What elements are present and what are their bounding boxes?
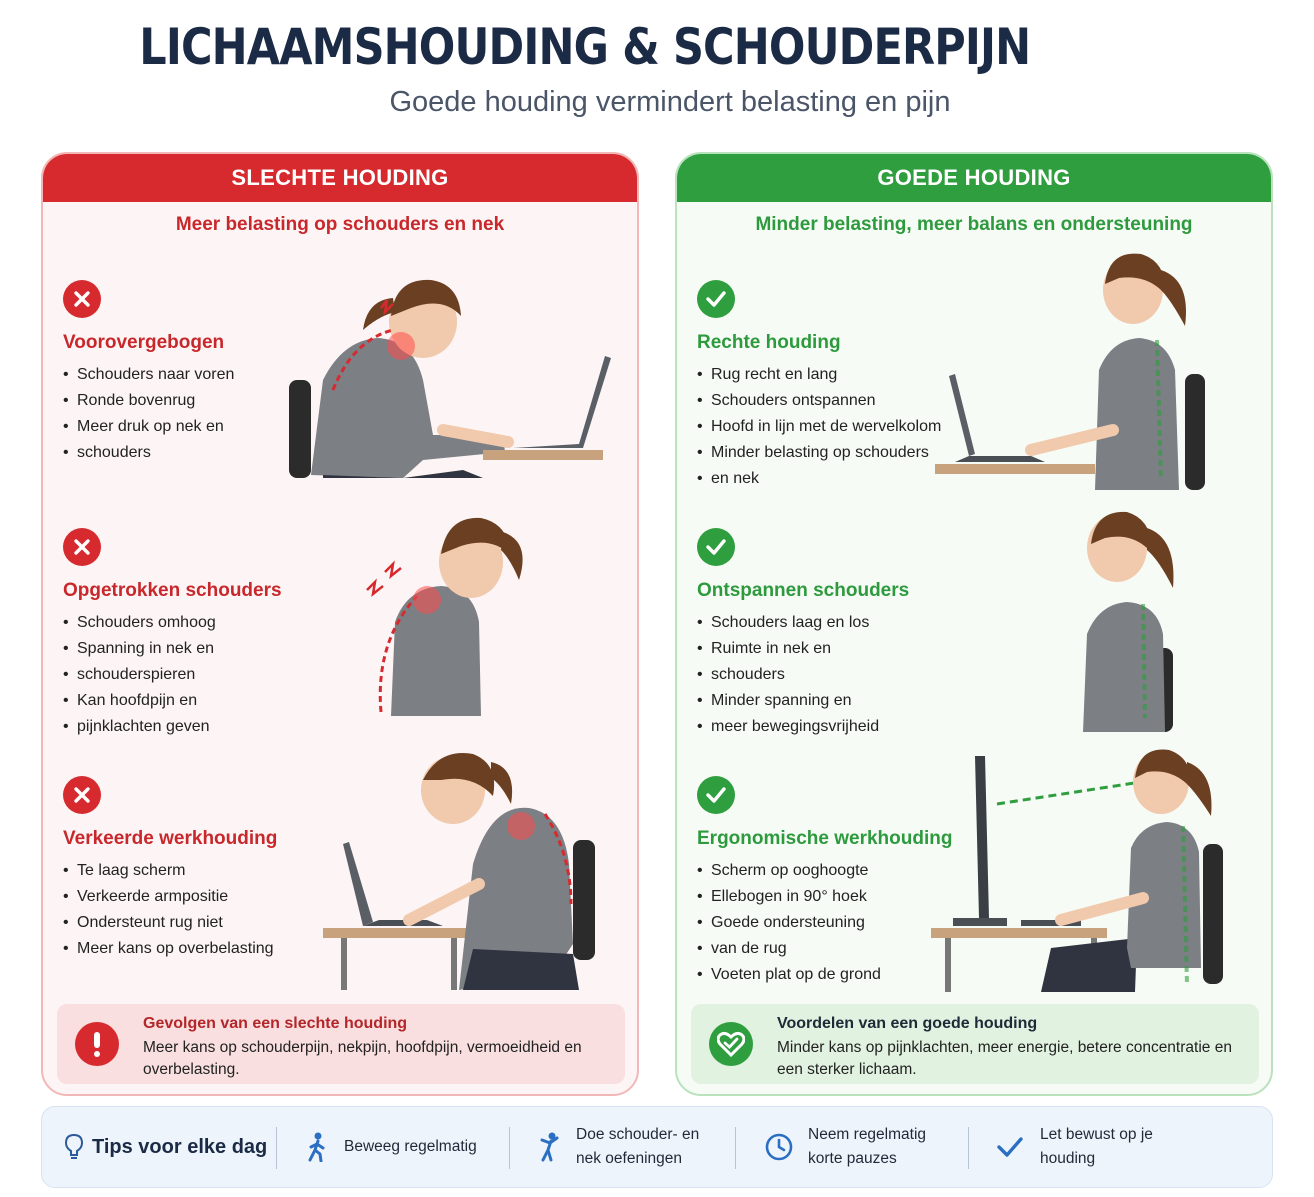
bullet: • Minder spanning en bbox=[697, 688, 1257, 714]
bullet: • Scherm op ooghoogte bbox=[697, 858, 1257, 884]
section-title: Opgetrokken schouders bbox=[63, 580, 282, 601]
divider bbox=[276, 1127, 277, 1169]
section-title: Ergonomische werkhouding bbox=[697, 828, 953, 849]
callout-title: Gevolgen van een slechte houding bbox=[143, 1015, 408, 1032]
tip-item bbox=[306, 1107, 506, 1187]
callout-text: Meer kans op schouderpijn, nekpijn, hoofdpijn, vermoeidheid en overbelasting. bbox=[143, 1039, 582, 1078]
tip-item bbox=[538, 1107, 738, 1187]
wrong-work-posture-illustration bbox=[323, 744, 623, 990]
callout-text: Minder kans op pijnklachten, meer energie, betere concentratie en een sterker lichaam. bbox=[777, 1039, 1232, 1078]
raised-shoulders-person-illustration bbox=[361, 502, 531, 716]
bad-section-raised-shoulders bbox=[63, 528, 623, 740]
tips-heading-label: Tips voor elke dag bbox=[92, 1135, 268, 1158]
bad-posture-panel bbox=[41, 152, 639, 1096]
bullet: • Meer druk op nek en bbox=[63, 414, 623, 440]
checkmark-icon bbox=[996, 1136, 1024, 1158]
x-icon bbox=[63, 280, 101, 318]
check-icon bbox=[697, 528, 735, 566]
bad-consequences-callout bbox=[57, 1004, 625, 1084]
ergonomic-workstation-illustration bbox=[931, 748, 1231, 992]
slouching-person-laptop-illustration bbox=[283, 260, 613, 480]
bullet: • schouders bbox=[697, 662, 1257, 688]
bullet: • schouderspieren bbox=[63, 662, 623, 688]
good-posture-heading: GOEDE HOUDING bbox=[677, 154, 1271, 202]
relaxed-shoulders-person-illustration bbox=[1077, 508, 1197, 732]
bullet: • Schouders omhoog bbox=[63, 610, 623, 636]
bullet: • Schouders laag en los bbox=[697, 610, 1257, 636]
bad-posture-heading: SLECHTE HOUDING bbox=[43, 154, 637, 202]
clock-icon bbox=[764, 1132, 794, 1162]
good-posture-panel bbox=[675, 152, 1273, 1096]
exclamation-icon bbox=[75, 1022, 119, 1066]
bullet: • Ronde bovenrug bbox=[63, 388, 623, 414]
bullet: • Meer kans op overbelasting bbox=[63, 936, 623, 962]
bullet: • Ruimte in nek en bbox=[697, 636, 1257, 662]
section-title: Ontspannen schouders bbox=[697, 580, 910, 601]
bullet: • Spanning in nek en bbox=[63, 636, 623, 662]
divider bbox=[509, 1127, 510, 1169]
bullet: • schouders bbox=[63, 440, 623, 466]
bullet: • Verkeerde armpositie bbox=[63, 884, 623, 910]
page-title: LICHAAMSHOUDING & SCHOUDERPIJN bbox=[139, 18, 1031, 76]
straight-posture-person-laptop-illustration bbox=[935, 250, 1225, 490]
section-title: Rechte houding bbox=[697, 332, 841, 353]
bullet: • Voeten plat op de grond bbox=[697, 962, 1257, 988]
page-subtitle: Goede houding vermindert belasting en pijn bbox=[389, 86, 951, 118]
bullet: • Hoofd in lijn met de wervelkolom bbox=[697, 414, 1257, 440]
tip-label: Doe schouder- en nek oefeningen bbox=[576, 1126, 700, 1167]
bullet: • Rug recht en lang bbox=[697, 362, 1257, 388]
walking-icon bbox=[306, 1132, 328, 1162]
callout-title: Voordelen van een goede houding bbox=[777, 1015, 1038, 1032]
check-icon bbox=[697, 280, 735, 318]
heart-check-icon bbox=[709, 1022, 753, 1066]
bullet: • Minder belasting op schouders bbox=[697, 440, 1257, 466]
bullet: • en nek bbox=[697, 466, 1257, 492]
good-posture-subheading: Minder belasting, meer balans en ondersteuning bbox=[755, 214, 1193, 235]
section-title: Voorovergebogen bbox=[63, 332, 225, 353]
divider bbox=[968, 1127, 969, 1169]
bullet: • Schouders naar voren bbox=[63, 362, 623, 388]
bullet: • Kan hoofdpijn en bbox=[63, 688, 623, 714]
bullet: • Goede ondersteuning bbox=[697, 910, 1257, 936]
tip-item bbox=[996, 1107, 1226, 1187]
section-title: Verkeerde werkhouding bbox=[63, 828, 278, 849]
tip-label: Neem regelmatig korte pauzes bbox=[808, 1126, 927, 1167]
bullet: • pijnklachten geven bbox=[63, 714, 623, 740]
x-icon bbox=[63, 528, 101, 566]
check-icon bbox=[697, 776, 735, 814]
tip-label: Let bewust op je houding bbox=[1040, 1126, 1153, 1167]
bad-posture-subheading: Meer belasting op schouders en nek bbox=[175, 214, 505, 235]
bullet: • van de rug bbox=[697, 936, 1257, 962]
bullet: • Ondersteunt rug niet bbox=[63, 910, 623, 936]
stretch-icon bbox=[538, 1132, 560, 1162]
tips-heading bbox=[64, 1107, 284, 1187]
daily-tips-bar bbox=[41, 1106, 1273, 1188]
x-icon bbox=[63, 776, 101, 814]
bullet: • Schouders ontspannen bbox=[697, 388, 1257, 414]
bullet: • Te laag scherm bbox=[63, 858, 623, 884]
good-benefits-callout bbox=[691, 1004, 1259, 1084]
bullet: • Ellebogen in 90° hoek bbox=[697, 884, 1257, 910]
tip-label: Beweeg regelmatig bbox=[344, 1138, 477, 1155]
lightbulb-icon bbox=[64, 1133, 84, 1161]
tip-item bbox=[764, 1107, 974, 1187]
bullet: • meer bewegingsvrijheid bbox=[697, 714, 1257, 740]
divider bbox=[735, 1127, 736, 1169]
